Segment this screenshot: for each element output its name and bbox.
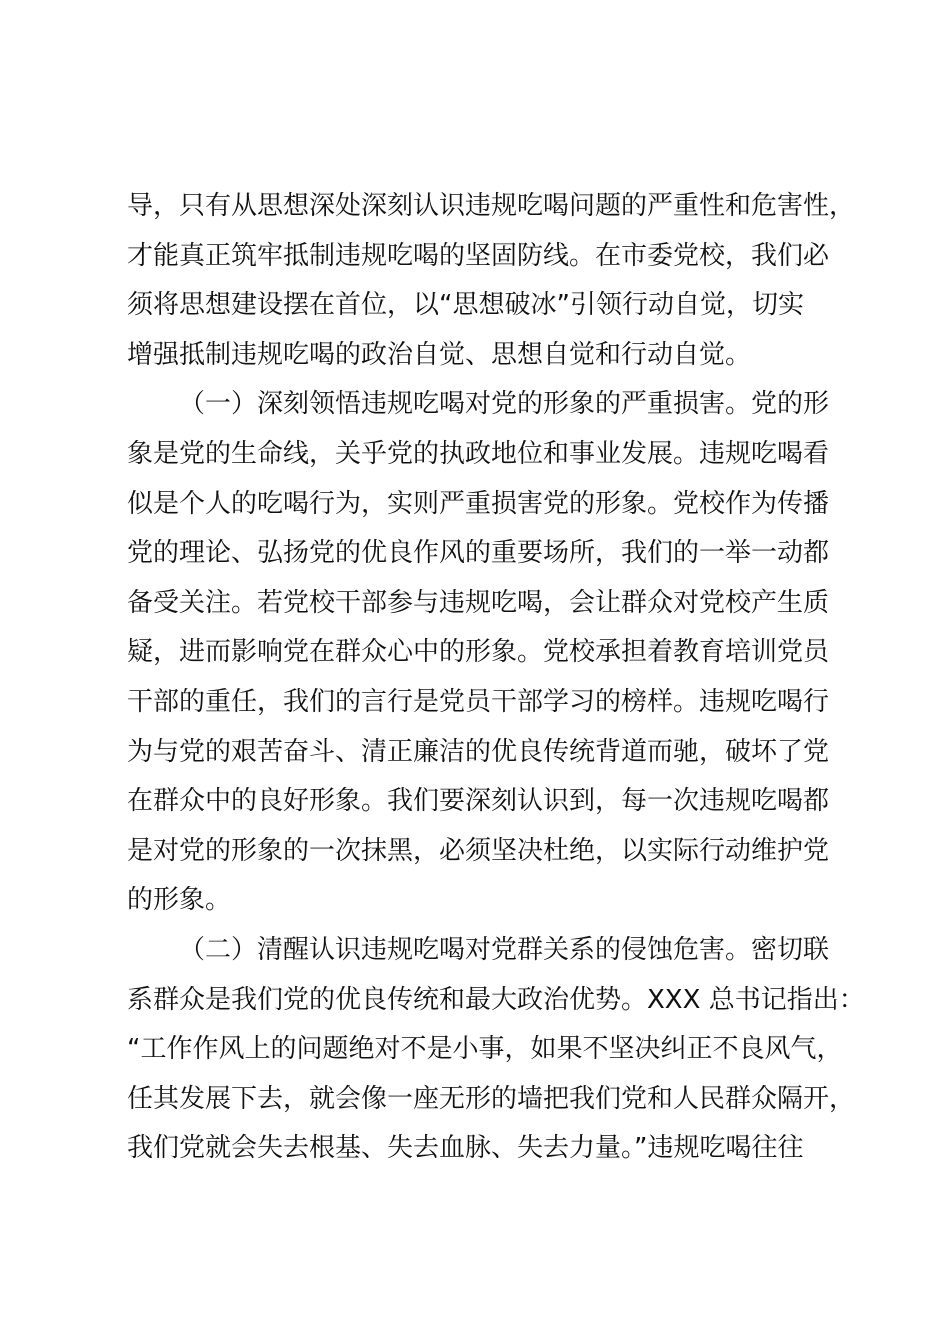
text-line: 我们党就会失去根基、失去血脉、失去力量。”违规吃喝往往 bbox=[127, 1133, 804, 1164]
text-line: 增强抵制违规吃喝的政治自觉、思想自觉和行动自觉。 bbox=[127, 339, 752, 370]
text-line: 干部的重任，我们的言行是党员干部学习的榜样。违规吃喝行 bbox=[127, 686, 830, 717]
text-line: 在群众中的良好形象。我们要深刻认识到，每一次违规吃喝都 bbox=[127, 786, 830, 817]
text-line: 才能真正筑牢抵制违规吃喝的坚固防线。在市委党校，我们必 bbox=[127, 240, 830, 271]
text-line: 的形象。 bbox=[127, 885, 232, 916]
text-line: 党的理论、弘扬党的优良作风的重要场所，我们的一举一动都 bbox=[127, 538, 830, 569]
text-line: 为与党的艰苦奋斗、清正廉洁的优良传统背道而驰，破坏了党 bbox=[127, 736, 830, 767]
text-line: 系群众是我们党的优良传统和最大政治优势。XXX 总书记指出： bbox=[127, 984, 865, 1015]
section-heading-line: （一）深刻领悟违规吃喝对党的形象的严重损害。党的形 bbox=[179, 389, 830, 420]
section-heading-line: （二）清醒认识违规吃喝对党群关系的侵蚀危害。密切联 bbox=[179, 934, 830, 965]
text-line: 备受关注。若党校干部参与违规吃喝，会让群众对党校产生质 bbox=[127, 587, 830, 618]
text-line: 是对党的形象的一次抹黑，必须坚决杜绝，以实际行动维护党 bbox=[127, 835, 830, 866]
text-line: 疑，进而影响党在群众心中的形象。党校承担着教育培训党员 bbox=[127, 637, 830, 668]
text-line: 似是个人的吃喝行为，实则严重损害党的形象。党校作为传播 bbox=[127, 488, 830, 519]
text-line: 须将思想建设摆在首位，以“思想破冰”引领行动自觉，切实 bbox=[127, 290, 804, 321]
text-line: 任其发展下去，就会像一座无形的墙把我们党和人民群众隔开， bbox=[127, 1083, 856, 1114]
text-line: 导，只有从思想深处深刻认识违规吃喝问题的严重性和危害性， bbox=[127, 191, 856, 221]
body-text bbox=[127, 182, 865, 1174]
text-line: 象是党的生命线，关乎党的执政地位和事业发展。违规吃喝看 bbox=[127, 438, 830, 469]
text-line: “工作作风上的问题绝对不是小事，如果不坚决纠正不良风气， bbox=[127, 1034, 843, 1065]
